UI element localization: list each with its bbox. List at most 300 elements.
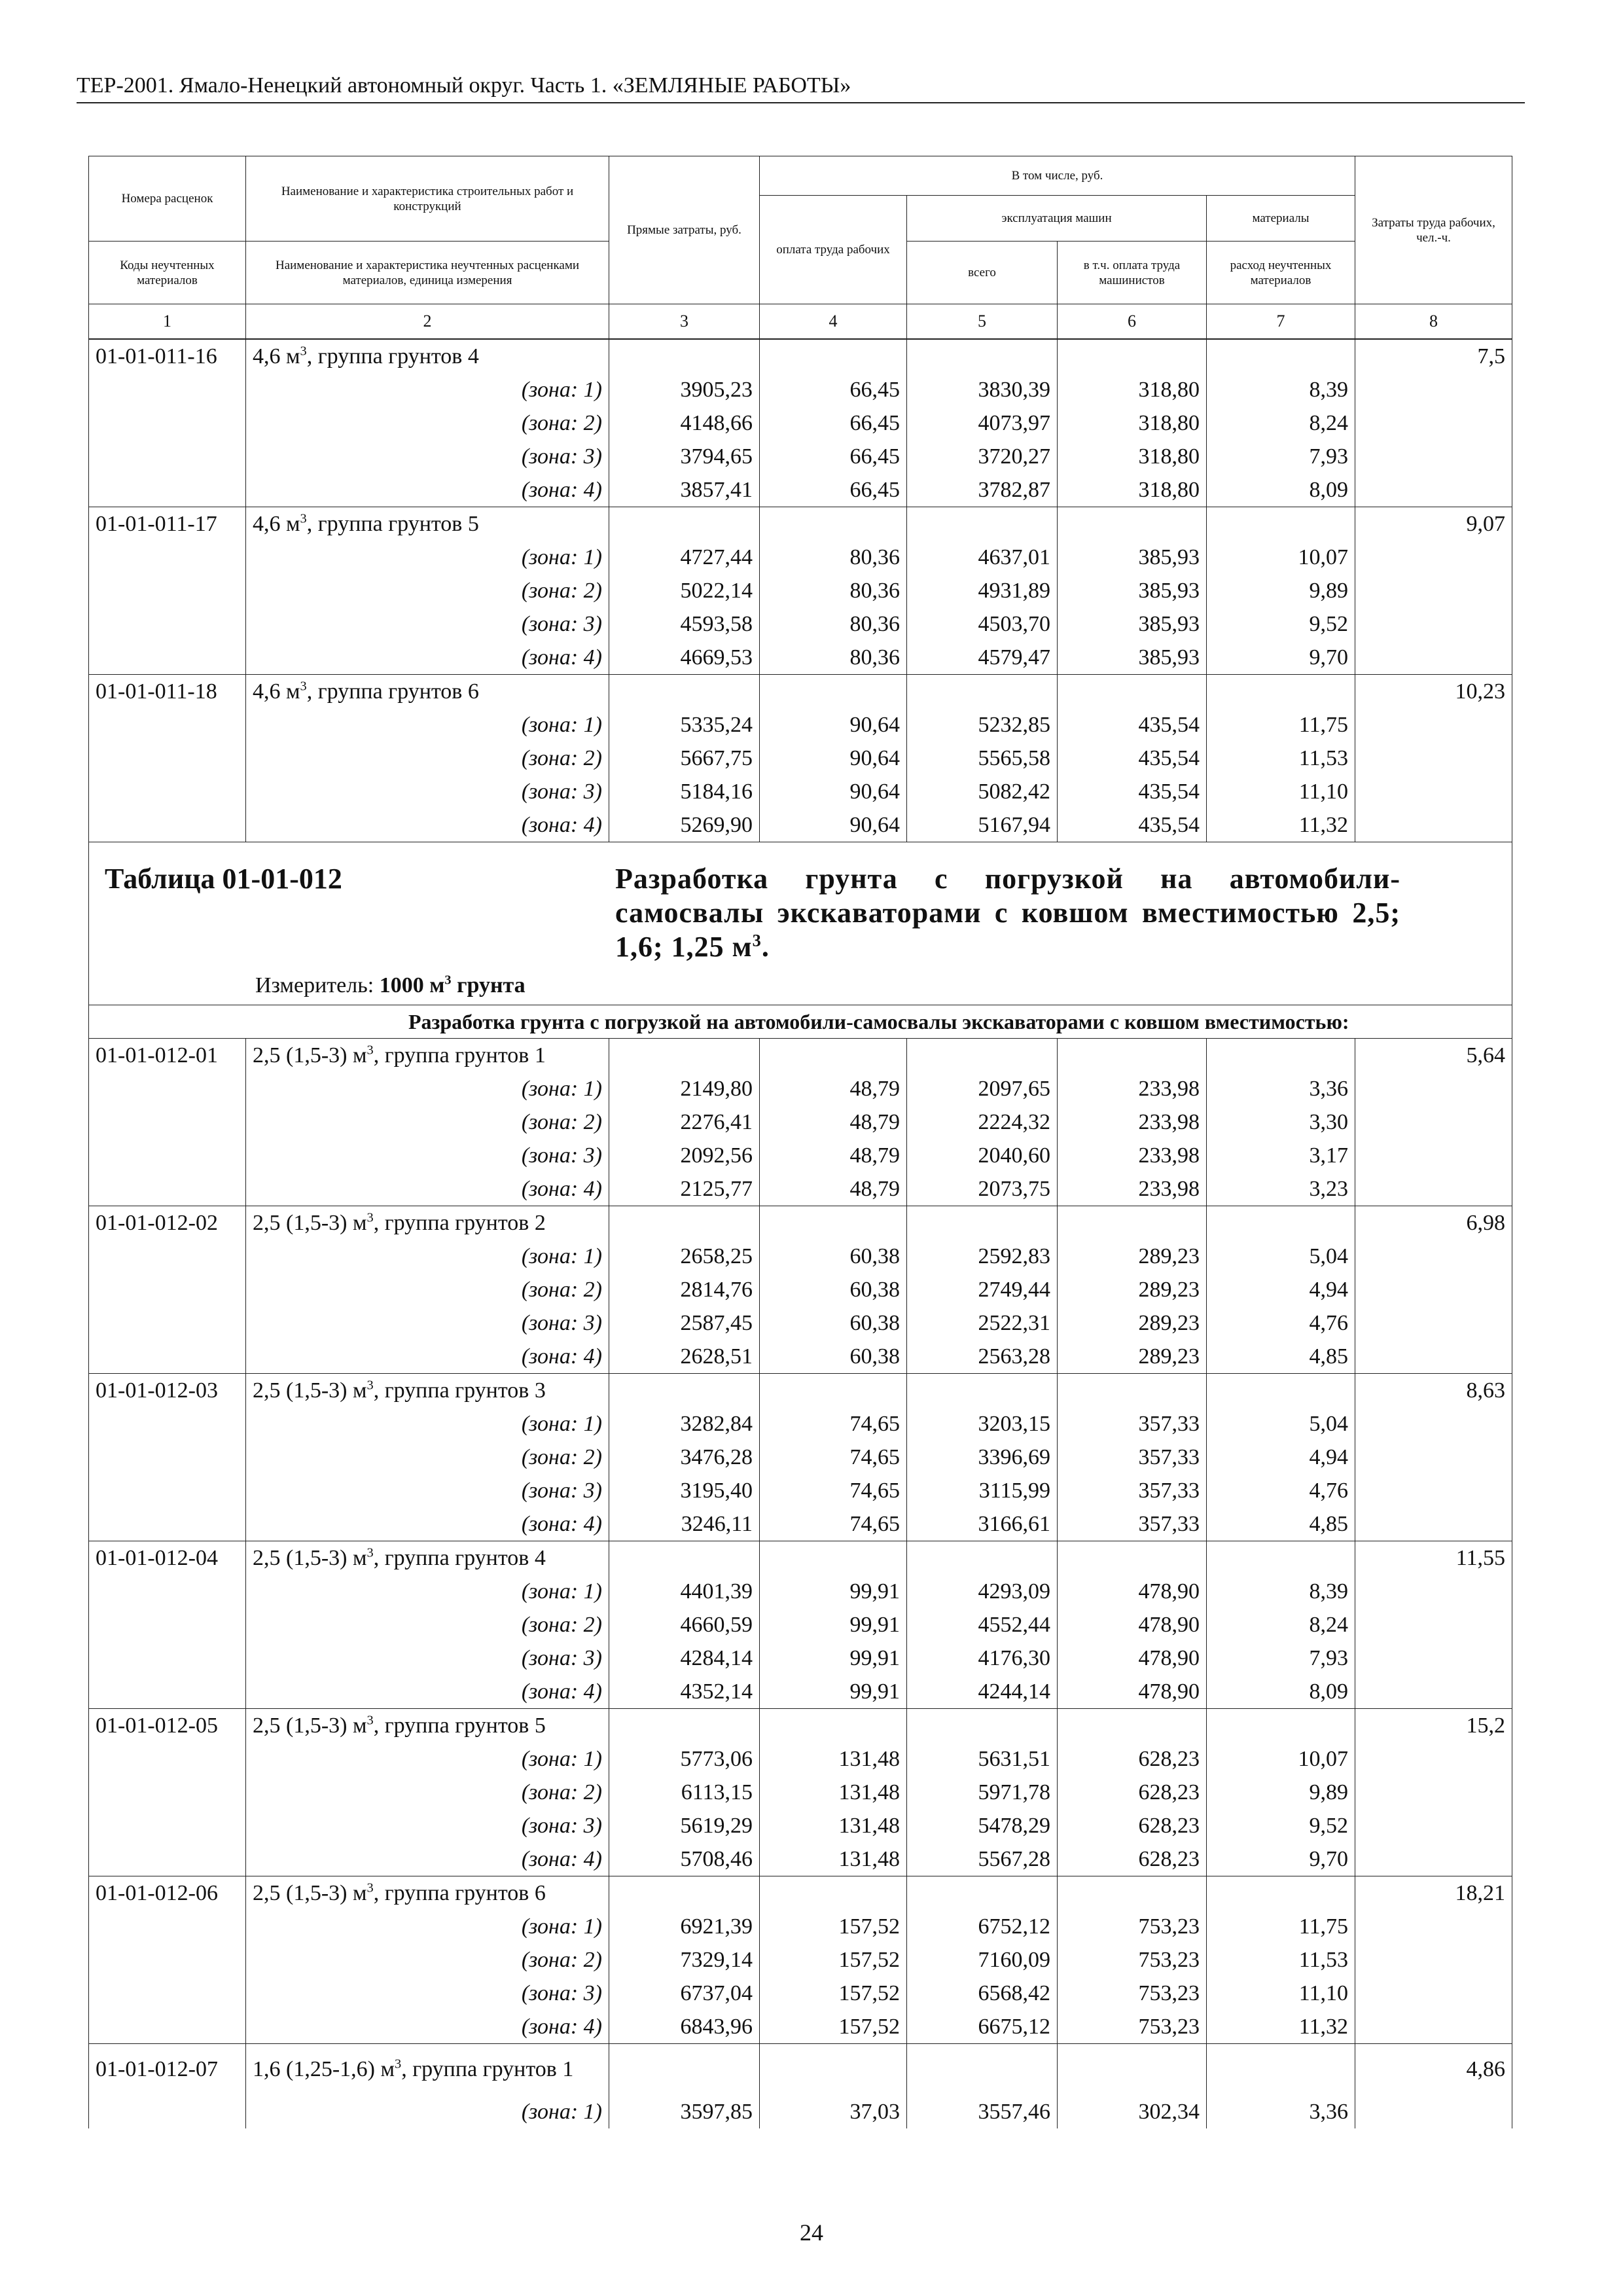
machine-total: 4293,09: [907, 1575, 1058, 1608]
direct-cost: 5667,75: [609, 742, 760, 775]
direct-cost: 4352,14: [609, 1675, 760, 1709]
zone-row: [89, 440, 1512, 473]
col-number: 5: [907, 304, 1058, 339]
empty-cell: [1355, 1977, 1512, 2010]
machine-total: 2522,31: [907, 1306, 1058, 1340]
direct-cost: 2587,45: [609, 1306, 760, 1340]
zone-label: (зона: 3): [246, 1474, 609, 1507]
empty-cell: [89, 473, 246, 507]
machine-total: 6752,12: [907, 1910, 1058, 1943]
zone-row: [89, 1809, 1512, 1842]
machine-driver-pay: 753,23: [1058, 1910, 1207, 1943]
worker-pay: 90,64: [760, 808, 907, 842]
measure-label: Измеритель:: [255, 973, 380, 997]
machine-driver-pay: 753,23: [1058, 1943, 1207, 1977]
machine-driver-pay: 233,98: [1058, 1105, 1207, 1139]
materials-cost: 4,76: [1207, 1306, 1355, 1340]
worker-pay: 80,36: [760, 541, 907, 574]
machine-driver-pay: 289,23: [1058, 1340, 1207, 1374]
labor-cost: 6,98: [1355, 1206, 1512, 1240]
empty-cell: [1355, 373, 1512, 406]
direct-cost: 5619,29: [609, 1809, 760, 1842]
zone-label: (зона: 3): [246, 607, 609, 641]
empty-cell: [907, 1374, 1058, 1408]
materials-cost: 9,89: [1207, 1776, 1355, 1809]
labor-cost: 5,64: [1355, 1039, 1512, 1073]
empty-cell: [1355, 473, 1512, 507]
direct-cost: 7329,14: [609, 1943, 760, 1977]
rate-code-row: [89, 1541, 1512, 1575]
direct-cost: 5335,24: [609, 708, 760, 742]
direct-cost: 4593,58: [609, 607, 760, 641]
machine-total: 4579,47: [907, 641, 1058, 675]
zone-row: [89, 1273, 1512, 1306]
materials-cost: 4,76: [1207, 1474, 1355, 1507]
worker-pay: 66,45: [760, 440, 907, 473]
machine-driver-pay: 233,98: [1058, 1172, 1207, 1206]
zone-label: (зона: 4): [246, 641, 609, 675]
empty-cell: [609, 1709, 760, 1743]
materials-cost: 10,07: [1207, 541, 1355, 574]
rate-name: 2,5 (1,5-3) $м^3$, группа грунтов 1: [246, 1039, 609, 1073]
measure-value: 1000 $м^3$ грунта: [379, 973, 526, 997]
machine-total: 4552,44: [907, 1608, 1058, 1641]
machine-driver-pay: 435,54: [1058, 775, 1207, 808]
direct-cost: 3282,84: [609, 1407, 760, 1441]
materials-cost: 11,53: [1207, 1943, 1355, 1977]
labor-cost: 18,21: [1355, 1876, 1512, 1910]
zone-label: (зона: 3): [246, 1306, 609, 1340]
empty-cell: [89, 1172, 246, 1206]
empty-cell: [907, 2044, 1058, 2096]
empty-cell: [1355, 1842, 1512, 1876]
zone-row: [89, 1306, 1512, 1340]
col-number: 8: [1355, 304, 1512, 339]
rate-name: 2,5 (1,5-3) $м^3$, группа грунтов 5: [246, 1709, 609, 1743]
rate-code-row: [89, 1039, 1512, 1073]
direct-cost: 4727,44: [609, 541, 760, 574]
empty-cell: [1355, 808, 1512, 842]
zone-label: (зона: 3): [246, 1641, 609, 1675]
machine-total: 4073,97: [907, 406, 1058, 440]
zone-row: [89, 1910, 1512, 1943]
empty-cell: [1207, 1709, 1355, 1743]
zone-row: [89, 1977, 1512, 2010]
worker-pay: 60,38: [760, 1306, 907, 1340]
direct-cost: 2125,77: [609, 1172, 760, 1206]
table-number: Таблица 01-01-012: [105, 863, 342, 895]
worker-pay: 48,79: [760, 1072, 907, 1105]
direct-cost: 4401,39: [609, 1575, 760, 1608]
machine-total: 3166,61: [907, 1507, 1058, 1541]
zone-row: [89, 1842, 1512, 1876]
direct-cost: 6843,96: [609, 2010, 760, 2044]
machine-total: 5167,94: [907, 808, 1058, 842]
empty-cell: [89, 1575, 246, 1608]
rate-code: 01-01-012-07: [89, 2044, 246, 2096]
worker-pay: 37,03: [760, 2095, 907, 2128]
empty-cell: [1355, 1507, 1512, 1541]
worker-pay: 48,79: [760, 1172, 907, 1206]
worker-pay: 157,52: [760, 1910, 907, 1943]
empty-cell: [89, 1273, 246, 1306]
empty-cell: [1355, 607, 1512, 641]
direct-cost: 5773,06: [609, 1742, 760, 1776]
empty-cell: [89, 808, 246, 842]
machine-total: 3830,39: [907, 373, 1058, 406]
table-title: Разработка грунта с погрузкой на автомобили-самосвалы экскаваторами с ковшом вместимостью 2,5; 1,6; 1,25 $м^3$.: [615, 863, 1400, 963]
worker-pay: 80,36: [760, 607, 907, 641]
worker-pay: 66,45: [760, 373, 907, 406]
direct-cost: 4148,66: [609, 406, 760, 440]
zone-row: [89, 1608, 1512, 1641]
materials-cost: 9,70: [1207, 641, 1355, 675]
empty-cell: [760, 1876, 907, 1910]
empty-cell: [907, 1039, 1058, 1073]
zone-row: [89, 1240, 1512, 1273]
materials-cost: 11,32: [1207, 808, 1355, 842]
empty-cell: [1355, 1474, 1512, 1507]
empty-cell: [1355, 2010, 1512, 2044]
empty-cell: [1207, 1541, 1355, 1575]
machine-total: 2097,65: [907, 1072, 1058, 1105]
empty-cell: [609, 2044, 760, 2096]
direct-cost: 2658,25: [609, 1240, 760, 1273]
materials-cost: 8,09: [1207, 473, 1355, 507]
empty-cell: [760, 675, 907, 709]
materials-cost: 9,52: [1207, 1809, 1355, 1842]
machine-total: 5082,42: [907, 775, 1058, 808]
section-heading-row: [89, 1005, 1512, 1039]
direct-cost: 4669,53: [609, 641, 760, 675]
col-header-machines: эксплуатация машин: [907, 196, 1207, 242]
direct-cost: 3597,85: [609, 2095, 760, 2128]
machine-driver-pay: 628,23: [1058, 1742, 1207, 1776]
rate-name: 2,5 (1,5-3) $м^3$, группа грунтов 4: [246, 1541, 609, 1575]
machine-driver-pay: 357,33: [1058, 1441, 1207, 1474]
direct-cost: 3195,40: [609, 1474, 760, 1507]
empty-cell: [760, 1206, 907, 1240]
direct-cost: 3476,28: [609, 1441, 760, 1474]
empty-cell: [1355, 1340, 1512, 1374]
empty-cell: [1355, 1105, 1512, 1139]
empty-cell: [609, 1374, 760, 1408]
direct-cost: 3246,11: [609, 1507, 760, 1541]
materials-cost: 9,52: [1207, 607, 1355, 641]
col-header-unaccounted-name: Наименование и характеристика неучтенных расценками материалов, единица измерения: [246, 242, 609, 304]
empty-cell: [1355, 440, 1512, 473]
page-number: 24: [800, 2219, 823, 2246]
worker-pay: 99,91: [760, 1608, 907, 1641]
worker-pay: 66,45: [760, 406, 907, 440]
empty-cell: [1355, 775, 1512, 808]
machine-driver-pay: 478,90: [1058, 1608, 1207, 1641]
direct-cost: 4660,59: [609, 1608, 760, 1641]
empty-cell: [1355, 1575, 1512, 1608]
empty-cell: [89, 1441, 246, 1474]
empty-cell: [89, 607, 246, 641]
materials-cost: 4,85: [1207, 1340, 1355, 1374]
zone-label: (зона: 2): [246, 1273, 609, 1306]
rate-code: 01-01-011-17: [89, 507, 246, 541]
zone-label: (зона: 2): [246, 1441, 609, 1474]
materials-cost: 3,30: [1207, 1105, 1355, 1139]
empty-cell: [609, 1541, 760, 1575]
zone-row: [89, 742, 1512, 775]
machine-total: 3203,15: [907, 1407, 1058, 1441]
rate-code: 01-01-012-05: [89, 1709, 246, 1743]
section-heading: Разработка грунта с погрузкой на автомобили-самосвалы экскаваторами с ковшом вместимостью:: [246, 1005, 1512, 1039]
empty-cell: [760, 507, 907, 541]
machine-total: 5565,58: [907, 742, 1058, 775]
machine-driver-pay: 302,34: [1058, 2095, 1207, 2128]
empty-cell: [89, 1072, 246, 1105]
rate-name: 1,6 (1,25-1,6) $м^3$, группа грунтов 1: [246, 2044, 609, 2096]
zone-row: [89, 1340, 1512, 1374]
worker-pay: 90,64: [760, 742, 907, 775]
empty-cell: [609, 1039, 760, 1073]
zone-label: (зона: 4): [246, 1675, 609, 1709]
direct-cost: 5269,90: [609, 808, 760, 842]
rate-code-row: [89, 1876, 1512, 1910]
worker-pay: 131,48: [760, 1776, 907, 1809]
materials-cost: 8,39: [1207, 373, 1355, 406]
machine-driver-pay: 385,93: [1058, 607, 1207, 641]
materials-cost: 7,93: [1207, 1641, 1355, 1675]
worker-pay: 48,79: [760, 1105, 907, 1139]
empty-cell: [89, 1910, 246, 1943]
empty-cell: [760, 1374, 907, 1408]
table-header: [88, 156, 1512, 339]
zone-row: [89, 406, 1512, 440]
zone-label: (зона: 4): [246, 2010, 609, 2044]
empty-cell: [89, 708, 246, 742]
zone-row: [89, 373, 1512, 406]
machine-total: 4637,01: [907, 541, 1058, 574]
empty-cell: [1355, 2095, 1512, 2128]
machine-total: 2563,28: [907, 1340, 1058, 1374]
labor-cost: 11,55: [1355, 1541, 1512, 1575]
empty-cell: [907, 675, 1058, 709]
zone-row: [89, 641, 1512, 675]
materials-cost: 8,39: [1207, 1575, 1355, 1608]
empty-cell: [89, 1340, 246, 1374]
col-header-labor: Затраты труда рабочих, чел.-ч.: [1355, 156, 1512, 304]
worker-pay: 157,52: [760, 1943, 907, 1977]
materials-cost: 3,23: [1207, 1172, 1355, 1206]
empty-cell: [1207, 1206, 1355, 1240]
materials-cost: 3,36: [1207, 1072, 1355, 1105]
empty-cell: [1355, 1910, 1512, 1943]
direct-cost: 4284,14: [609, 1641, 760, 1675]
materials-cost: 9,89: [1207, 574, 1355, 607]
materials-cost: 3,17: [1207, 1139, 1355, 1172]
empty-cell: [89, 2095, 246, 2128]
zone-row: [89, 2095, 1512, 2128]
materials-cost: 11,32: [1207, 2010, 1355, 2044]
empty-cell: [1058, 1206, 1207, 1240]
zone-label: (зона: 1): [246, 708, 609, 742]
zone-label: (зона: 4): [246, 473, 609, 507]
machine-driver-pay: 289,23: [1058, 1273, 1207, 1306]
machine-total: 5971,78: [907, 1776, 1058, 1809]
materials-cost: 8,24: [1207, 1608, 1355, 1641]
empty-cell: [89, 1139, 246, 1172]
zone-row: [89, 1575, 1512, 1608]
empty-cell: [1355, 1172, 1512, 1206]
machine-driver-pay: 318,80: [1058, 406, 1207, 440]
zone-row: [89, 1641, 1512, 1675]
labor-cost: 8,63: [1355, 1374, 1512, 1408]
machine-driver-pay: 318,80: [1058, 473, 1207, 507]
rate-name: 2,5 (1,5-3) $м^3$, группа грунтов 2: [246, 1206, 609, 1240]
zone-row: [89, 1105, 1512, 1139]
rate-name: 2,5 (1,5-3) $м^3$, группа грунтов 3: [246, 1374, 609, 1408]
rate-name: 4,6 $м^3$, группа грунтов 4: [246, 340, 609, 374]
machine-driver-pay: 435,54: [1058, 808, 1207, 842]
col-header-mach-drivers: в т.ч. оплата труда машинистов: [1058, 242, 1207, 304]
empty-cell: [907, 507, 1058, 541]
empty-cell: [89, 2010, 246, 2044]
labor-cost: 4,86: [1355, 2044, 1512, 2096]
empty-cell: [1355, 1306, 1512, 1340]
direct-cost: 5708,46: [609, 1842, 760, 1876]
machine-driver-pay: 478,90: [1058, 1675, 1207, 1709]
zone-label: (зона: 2): [246, 1105, 609, 1139]
zone-label: (зона: 4): [246, 1172, 609, 1206]
materials-cost: 9,70: [1207, 1842, 1355, 1876]
worker-pay: 90,64: [760, 775, 907, 808]
empty-cell: [89, 1943, 246, 1977]
col-header-direct: Прямые затраты, руб.: [609, 156, 760, 304]
direct-cost: 5022,14: [609, 574, 760, 607]
worker-pay: 99,91: [760, 1675, 907, 1709]
direct-cost: 2276,41: [609, 1105, 760, 1139]
col-number: 6: [1058, 304, 1207, 339]
empty-cell: [1058, 1039, 1207, 1073]
empty-cell: [1355, 1441, 1512, 1474]
machine-driver-pay: 357,33: [1058, 1507, 1207, 1541]
empty-cell: [1355, 1776, 1512, 1809]
labor-cost: 7,5: [1355, 340, 1512, 374]
empty-cell: [760, 340, 907, 374]
machine-total: 4503,70: [907, 607, 1058, 641]
zone-label: (зона: 3): [246, 1977, 609, 2010]
materials-cost: 3,36: [1207, 2095, 1355, 2128]
empty-cell: [609, 1206, 760, 1240]
materials-cost: 10,07: [1207, 1742, 1355, 1776]
labor-cost: 10,23: [1355, 675, 1512, 709]
machine-total: 2749,44: [907, 1273, 1058, 1306]
empty-cell: [89, 1105, 246, 1139]
empty-cell: [609, 507, 760, 541]
empty-cell: [760, 2044, 907, 2096]
empty-cell: [1355, 641, 1512, 675]
empty-cell: [1355, 406, 1512, 440]
machine-total: 4176,30: [907, 1641, 1058, 1675]
machine-driver-pay: 435,54: [1058, 742, 1207, 775]
col-header-unaccounted-codes: Коды неучтенных материалов: [89, 242, 246, 304]
machine-driver-pay: 357,33: [1058, 1407, 1207, 1441]
direct-cost: 2092,56: [609, 1139, 760, 1172]
direct-cost: 6921,39: [609, 1910, 760, 1943]
direct-cost: 5184,16: [609, 775, 760, 808]
materials-cost: 5,04: [1207, 1407, 1355, 1441]
empty-cell: [89, 1474, 246, 1507]
empty-cell: [1355, 574, 1512, 607]
machine-total: 4244,14: [907, 1675, 1058, 1709]
machine-driver-pay: 628,23: [1058, 1776, 1207, 1809]
empty-cell: [907, 340, 1058, 374]
zone-label: (зона: 4): [246, 1507, 609, 1541]
empty-cell: [1355, 1809, 1512, 1842]
empty-cell: [1355, 1139, 1512, 1172]
machine-driver-pay: 628,23: [1058, 1842, 1207, 1876]
rate-code-row: [89, 675, 1512, 709]
materials-cost: 8,24: [1207, 406, 1355, 440]
machine-total: 6675,12: [907, 2010, 1058, 2044]
machine-total: 3782,87: [907, 473, 1058, 507]
rate-code: 01-01-011-16: [89, 340, 246, 374]
worker-pay: 157,52: [760, 2010, 907, 2044]
materials-cost: 11,75: [1207, 708, 1355, 742]
direct-cost: 3794,65: [609, 440, 760, 473]
rate-code-row: [89, 1709, 1512, 1743]
empty-cell: [89, 1306, 246, 1340]
empty-cell: [1058, 675, 1207, 709]
machine-driver-pay: 318,80: [1058, 373, 1207, 406]
rates-table-body: [88, 339, 1512, 2128]
rate-code-row: [89, 507, 1512, 541]
zone-row: [89, 574, 1512, 607]
col-header-materials: материалы: [1207, 196, 1355, 242]
empty-cell: [1355, 708, 1512, 742]
zone-row: [89, 473, 1512, 507]
worker-pay: 66,45: [760, 473, 907, 507]
rate-code-row: [89, 1206, 1512, 1240]
machine-total: 2040,60: [907, 1139, 1058, 1172]
empty-cell: [89, 541, 246, 574]
zone-label: (зона: 3): [246, 440, 609, 473]
materials-cost: 5,04: [1207, 1240, 1355, 1273]
zone-row: [89, 1172, 1512, 1206]
table-measure: [105, 973, 1496, 998]
zone-row: [89, 1507, 1512, 1541]
col-number: 7: [1207, 304, 1355, 339]
empty-cell: [1355, 742, 1512, 775]
machine-driver-pay: 233,98: [1058, 1139, 1207, 1172]
worker-pay: 131,48: [760, 1742, 907, 1776]
materials-cost: 11,10: [1207, 1977, 1355, 2010]
machine-total: 2224,32: [907, 1105, 1058, 1139]
empty-cell: [1207, 340, 1355, 374]
empty-cell: [1058, 1709, 1207, 1743]
empty-cell: [89, 641, 246, 675]
materials-cost: 11,10: [1207, 775, 1355, 808]
empty-cell: [1207, 507, 1355, 541]
col-header-codes: Номера расценок: [89, 156, 246, 242]
empty-cell: [760, 1709, 907, 1743]
machine-total: 6568,42: [907, 1977, 1058, 2010]
zone-row: [89, 1675, 1512, 1709]
empty-cell: [89, 1809, 246, 1842]
rate-name: 4,6 $м^3$, группа грунтов 6: [246, 675, 609, 709]
empty-cell: [89, 1641, 246, 1675]
zone-label: (зона: 1): [246, 1407, 609, 1441]
col-number: 3: [609, 304, 760, 339]
zone-label: (зона: 2): [246, 574, 609, 607]
empty-cell: [89, 1608, 246, 1641]
